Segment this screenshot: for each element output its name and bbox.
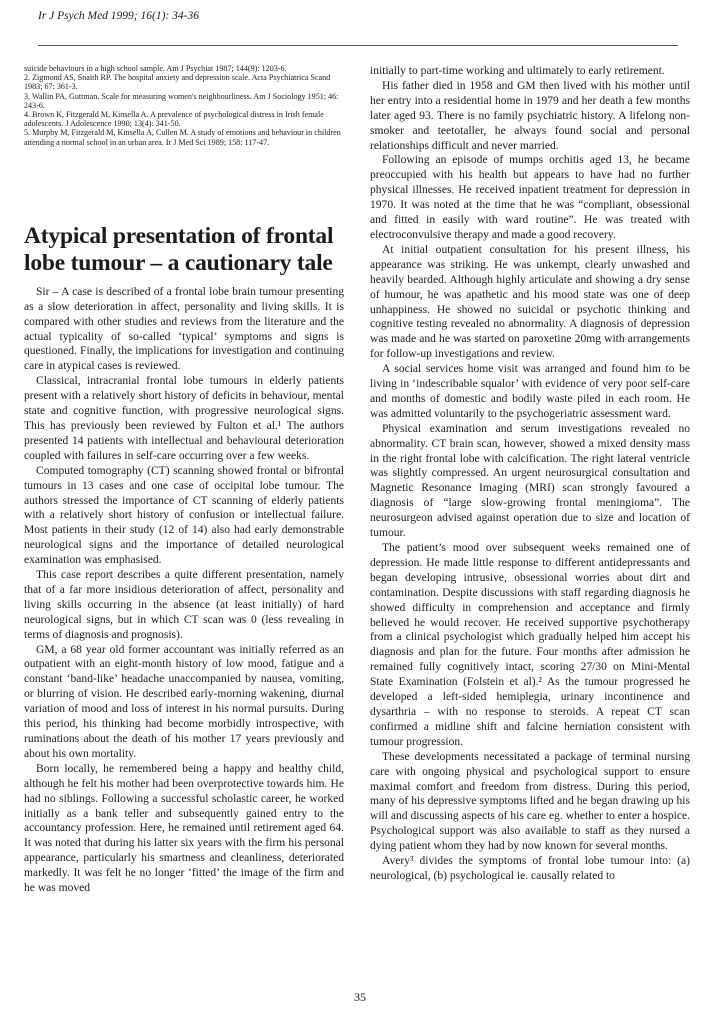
running-header: Ir J Psych Med 1999; 16(1): 34-36 [38, 10, 199, 22]
reference-item: 2. Zigmond AS, Snaith RP. The hospital anxiety and depression scale. Acta Psychiatrica Scand 1983; 67: 361-3. [24, 73, 331, 92]
reference-item: 5. Murphy M, Fitzgerald M, Kinsella A, Cullen M. A study of emotions and behaviour in children attending a normal school in an urban area. Ir J Med Sci 1989; 158: 117-47. [24, 128, 341, 147]
header-rule [38, 45, 678, 46]
body-paragraph: Computed tomography (CT) scanning showed frontal or bifrontal tumours in 13 cases and one case of occipital lobe tumour. The authors stressed the importance of CT scanning of elderly patients with a relatively short history of confusion or intellectual failure. Most patients in their study (12 of 14) also had early demonstrable neurological signs and the importance of detailed neurological examination was emphasised. [24, 464, 344, 567]
reference-list [24, 64, 344, 147]
body-paragraph: Born locally, he remembered being a happy and healthy child, although he felt his mother had been overprotective towards him. He had no siblings. Following a successful scholastic career, he worked initially as a bank teller and subsequently gained entry to the accountancy profession. Here, he remained until retirement aged 64. It was noted that during his latter six years with the firm his personal appearance, particularly his smartness and cleanliness, deteriorated markedly. It was felt he no longer ‘fitted’ the image of the firm and he was moved [24, 762, 344, 895]
body-paragraph: Sir – A case is described of a frontal lobe brain tumour presenting as a slow deterioration in affect, personality and living skills. It is compared with other studies and reviews from the literature and the actual typicality of so-called ‘typical’ symptoms and signs is questioned. Finally, the implications for investigation and continuing care in atypical cases is reviewed. [24, 285, 344, 373]
body-paragraph: initially to part-time working and ultimately to early retirement. [370, 65, 665, 77]
body-paragraph: These developments necessitated a package of terminal nursing care with ongoing physical and psychological support to ensure maximal comfort and freedom from distress. During this period, many of his depressive symptoms lifted and he began drawing up his will and discussing aspects of his care eg. whether to enter a hospice. Psychological support was also available to staff as they nursed a dying patient whom they had by now known for several months. [370, 750, 690, 853]
body-paragraph: The patient’s mood over subsequent weeks remained one of depression. He made little response to different antidepressants and began developing intrusive, obsessional worries about dirt and contamination. Despite discussions with staff regarding diagnosis he showed difficulty in comprehension and acceptance and firmly believed he would recover. He received supportive psychotherapy from a clinical psychologist which gradually helped him accept his diagnosis and plan for the future. Four months after admission he remained fully cognitively intact, scoring 27/30 on Mini-Mental State Examination (Folstein et al).² As the tumour progressed he developed a left-sided hemiplegia, urinary incontinence and dysarthria – with no response to steroids. A repeat CT scan confirmed a midline shift and falcine herniation consistent with tumour progression. [370, 542, 690, 748]
body-paragraph: At initial outpatient consultation for his present illness, his appearance was striking. He was unkempt, clearly unwashed and heavily bearded. Although highly articulate and showing a dry sense of humour, he was apathetic and his mood state was one of deep unhappiness. He showed no suicidal or psychotic thinking and cognitive testing revealed no abnormality. A diagnosis of depression was made and he was started on paroxetine 20mg with arrangements for follow-up investigations and review. [370, 243, 690, 361]
body-paragraph: Avery³ divides the symptoms of frontal lobe tumour into: (a) neurological, (b) psychological ie. causally related to [370, 855, 690, 882]
right-column [370, 64, 690, 884]
body-paragraph: Following an episode of mumps orchitis aged 13, he became preoccupied with his health but appears to have had no further physical illnesses. He received inpatient treatment for depression in 1970. It was noted at the time that he was “compliant, obsessional and fitted in easily with ward routine”. He was treated with electroconvulsive therapy and made a good recovery. [370, 154, 690, 241]
body-paragraph: A social services home visit was arranged and found him to be living in ‘indescribable squalor’ with evidence of very poor self-care and months of domestic and bodily waste piled in each room. He was admitted voluntarily to the psychogeriatric assessment ward. [370, 363, 690, 420]
body-paragraph: This case report describes a quite different presentation, namely that of a far more insidious deterioration of affect, personality and living skills occurring in the absence (at least initially) of hard neurological signs, but in which CT scan was 0 (less revealing in terms of diagnosis and prognosis). [24, 569, 344, 641]
article-body-left [24, 285, 344, 896]
reference-item: 4. Brown K, Fitzgerald M, Kinsella A. A prevalence of psychological distress in Irish female adolescents. J Adolescence 1990; 13(4): 341-50. [24, 110, 324, 129]
left-column [24, 64, 344, 896]
body-paragraph: GM, a 68 year old former accountant was initially referred as an outpatient with an eight-month history of low mood, fatigue and a constant ‘band-like’ headache unaccompanied by nausea, vomiting, or blurring of vision. He described early-morning wakening, diurnal variation of mood and loss of interest in his normal pursuits. During this period, his thinking had become morbidly introspective, with ruminations about the death of his mother 17 years previously and about his own mortality. [24, 643, 344, 760]
reference-item: 3. Wallin PA, Guttman. Scale for measuring women's neighbourliness. Am J Sociology 1951; 46: 243-6. [24, 91, 339, 110]
article-title: Atypical presentation of frontal lobe tumour – a cautionary tale [24, 222, 334, 276]
body-paragraph: His father died in 1958 and GM then lived with his mother until her entry into a residential home in 1979 and her death a few months later aged 93. There is no family psychiatric history. A lifelong non-smoker and teetotaller, he always found social and personal relationships difficult and never married. [370, 79, 690, 152]
body-paragraph: Classical, intracranial frontal lobe tumours in elderly patients present with a relatively short history of deficits in behaviour, mental state and cognitive function, with progressive neurological signs. This has previously been reviewed by Fulton et al.¹ The authors presented 14 patients with intellectual and behavioural deterioration coupled with failures in self-care occurring over a few weeks. [24, 375, 344, 462]
page-number: 35 [354, 990, 366, 1004]
reference-item: suicide behaviours in a high school sample. Am J Psychiat 1987; 144(9): 1203-6. [24, 64, 287, 73]
body-paragraph: Physical examination and serum investigations revealed no abnormality. CT brain scan, however, showed a mixed density mass in the right frontal lobe with calcification. The right lateral ventricle was slightly compressed. An urgent neurosurgical consultation and Magnetic Resonance Imaging (MRI) scan strongly favoured a diagnosis of “large slow-growing frontal meningioma”. The neurosurgeon advised against operation due to size and location of tumour. [370, 422, 690, 540]
